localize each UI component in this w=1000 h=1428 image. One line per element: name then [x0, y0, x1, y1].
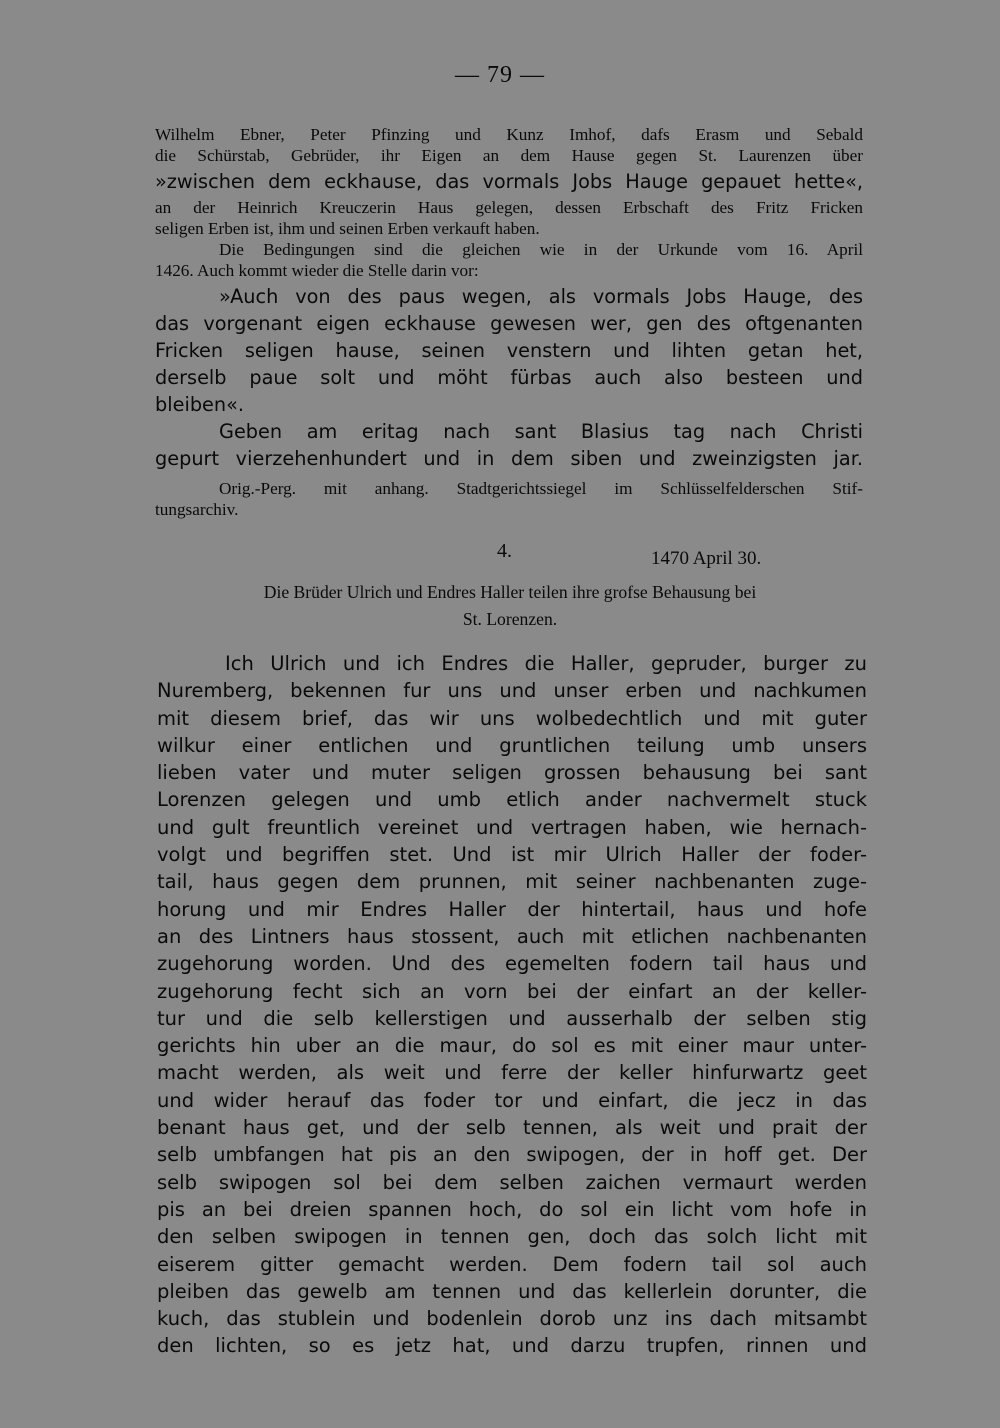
quote-line: Fricken seligen hause, seinen venstern und lihten getan het, [155, 339, 863, 362]
document-number: 4. [497, 540, 512, 562]
body-line: Ich Ulrich und ich Endres die Haller, gepruder, burger zu [225, 652, 867, 675]
body-line: macht werden, als weit und ferre der keller hinfurwartz geet [157, 1061, 867, 1085]
intro-line: Wilhelm Ebner, Peter Pfinzing und Kunz Imhof, dafs Erasm und Sebald [155, 125, 863, 144]
body-line: horung und mir Endres Haller der hintertail, haus und hofe [157, 897, 867, 921]
body-line: Lorenzen gelegen und umb etlich ander nachvermelt stuck [157, 788, 867, 812]
conditions-line: Die Bedingungen sind die gleichen wie in der Urkunde vom 16. April [219, 240, 863, 259]
body-line: an des Lintners haus stossent, auch mit etlichen nachbenanten [157, 924, 867, 948]
body-line: und gult freuntlich vereinet und vertragen haben, wie hernach- [157, 815, 867, 839]
intro-text [155, 124, 863, 281]
body-line: lieben vater und muter seligen grossen behausung bei sant [157, 761, 867, 785]
heading-line: Die Brüder Ulrich und Endres Haller teilen ihre grofse Behausung bei [263, 582, 757, 602]
body-line: pleiben das gewelb am tennen und das kellerlein dorunter, die [157, 1279, 867, 1303]
intro-line: seligen Erben ist, ihm und seinen Erben verkauft haben. [155, 219, 540, 238]
body-line: selb umbfangen hat pis an den swipogen, der in hoff get. Der [157, 1143, 867, 1167]
intro-line: an der Heinrich Kreuczerin Haus gelegen, dessen Erbschaft des Fritz Fricken [155, 198, 863, 217]
body-line: volgt und begriffen stet. Und ist mir Ulrich Haller der foder- [157, 843, 867, 867]
quote-line: »Auch von des paus wegen, als vormals Jobs Hauge, des [219, 285, 863, 308]
body-line: und wider herauf das foder tor und einfart, die jecz in das [157, 1088, 867, 1112]
body-line: eiserem gitter gemacht werden. Dem fodern tail sol auch [157, 1252, 867, 1276]
quote-line: bleiben«. [155, 393, 245, 416]
source-line: tungsarchiv. [155, 500, 239, 519]
quote-text [155, 283, 863, 472]
body-line: gerichts hin uber an die maur, do sol es mit einer maur unter- [157, 1034, 867, 1058]
conditions-line: 1426. Auch kommt wieder die Stelle darin vor: [155, 261, 479, 280]
body-line: zugehorung fecht sich an vorn bei der einfart an der keller- [157, 979, 867, 1003]
body-line: wilkur einer entlichen und gruntlichen teilung umb unsers [157, 733, 867, 757]
document-body [157, 650, 867, 1360]
body-line: tail, haus gegen dem prunnen, mit seiner nachbenanten zuge- [157, 870, 867, 894]
body-line: tur und die selb kellerstigen und ausserhalb der selben stig [157, 1006, 867, 1030]
body-line: Nuremberg, bekennen fur uns und unser erben und nachkumen [157, 679, 867, 703]
body-line: zugehorung worden. Und des egemelten fodern tail haus und [157, 952, 867, 976]
quote-line: derselb paue solt und möht fürbas auch also besteen und [155, 366, 863, 389]
body-line: kuch, das stublein und bodenlein dorob unz ins dach mitsambt [157, 1307, 867, 1331]
page-header: — 79 — [455, 62, 545, 88]
body-line: mit diesem brief, das wir uns wolbedechtlich und mit guter [157, 706, 867, 730]
intro-line: die Schürstab, Gebrüder, ihr Eigen an dem Hause gegen St. Laurenzen über [155, 146, 863, 165]
body-line: pis an bei dreien spannen hoch, do sol ein licht vom hofe in [157, 1197, 867, 1221]
quote-line: das vorgenant eigen eckhause gewesen wer, gen des oftgenanten [155, 312, 863, 335]
document-heading [160, 579, 860, 633]
body-line: den selben swipogen in tennen gen, doch das solch licht mit [157, 1225, 867, 1249]
body-line: benant haus get, und der selb tennen, als weit und prait der [157, 1116, 867, 1140]
body-line: den lichten, so es jetz hat, und darzu trupfen, rinnen und [157, 1334, 867, 1358]
intro-line: »zwischen dem eckhause, das vormals Jobs Hauge gepauet hette«, [155, 170, 863, 193]
body-line: selb swipogen sol bei dem selben zaichen vermaurt werden [157, 1170, 867, 1194]
source-note [155, 478, 863, 520]
dated-line: Geben am eritag nach sant Blasius tag nach Christi [219, 420, 863, 443]
document-date: 1470 April 30. [651, 548, 762, 569]
source-line: Orig.-Perg. mit anhang. Stadtgerichtssiegel im Schlüsselfelderschen Stif- [219, 479, 863, 498]
heading-line: St. Lorenzen. [462, 609, 558, 629]
dated-line: gepurt vierzehenhundert und in dem siben und zweinzigsten jar. [155, 447, 863, 470]
